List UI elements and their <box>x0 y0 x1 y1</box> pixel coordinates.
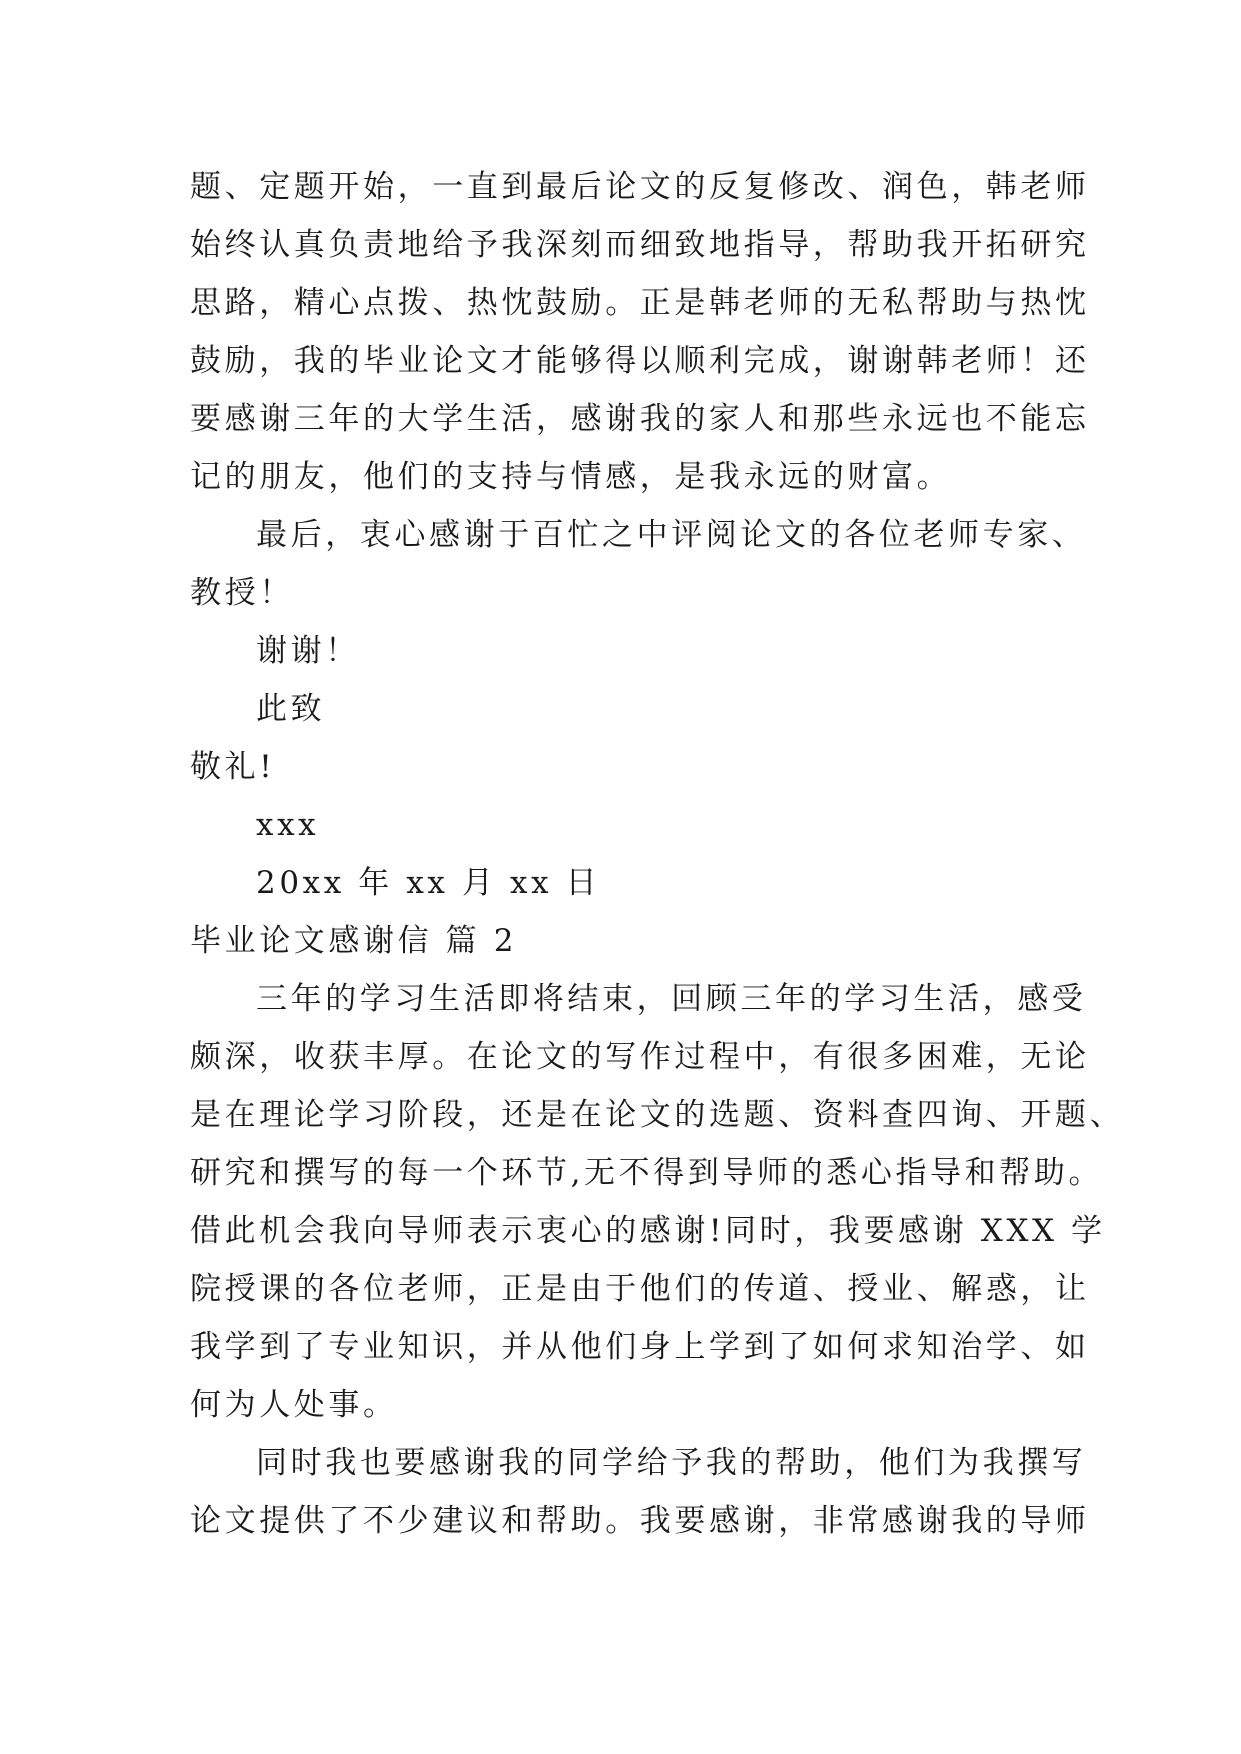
paragraph-3-line-7: 我学到了专业知识，并从他们身上学到了如何求知治学、如 <box>190 1329 1090 1365</box>
salute-line: 敬礼! <box>190 749 276 785</box>
paragraph-3-line-8: 何为人处事。 <box>190 1387 398 1423</box>
paragraph-4-line-1: 同时我也要感谢我的同学给予我的帮助，他们为我撰写 <box>256 1445 1087 1481</box>
date-line: 20xx 年 xx 月 xx 日 <box>256 865 601 901</box>
paragraph-3-line-1: 三年的学习生活即将结束，回顾三年的学习生活，感受 <box>256 981 1087 1017</box>
paragraph-1-line-1: 题、定题开始，一直到最后论文的反复修改、润色，韩老师 <box>190 169 1090 205</box>
paragraph-3-line-3: 是在理论学习阶段，还是在论文的选题、资料查四询、开题、 <box>190 1097 1125 1133</box>
paragraph-3-line-2: 颇深，收获丰厚。在论文的写作过程中，有很多困难，无论 <box>190 1039 1090 1075</box>
paragraph-1-line-4: 鼓励，我的毕业论文才能够得以顺利完成，谢谢韩老师！还 <box>190 343 1090 379</box>
paragraph-1-line-2: 始终认真负责地给予我深刻而细致地指导，帮助我开拓研究 <box>190 227 1090 263</box>
paragraph-2-line-2: 教授！ <box>190 575 294 611</box>
paragraph-4-line-2: 论文提供了不少建议和帮助。我要感谢，非常感谢我的导师 <box>190 1503 1090 1539</box>
section-title: 毕业论文感谢信 篇 2 <box>190 923 518 959</box>
paragraph-2-line-1: 最后，衷心感谢于百忙之中评阅论文的各位老师专家、 <box>256 517 1087 553</box>
paragraph-1-line-6: 记的朋友，他们的支持与情感，是我永远的财富。 <box>190 459 952 495</box>
paragraph-3-line-4: 研究和撰写的每一个环节,无不得到导师的悉心指导和帮助。 <box>190 1155 1104 1191</box>
paragraph-3-line-5: 借此机会我向导师表示衷心的感谢!同时，我要感谢 XXX 学 <box>190 1213 1106 1249</box>
signature-line: xxx <box>256 807 320 843</box>
thanks-line: 谢谢！ <box>256 633 360 669</box>
paragraph-3-line-6: 院授课的各位老师，正是由于他们的传道、授业、解惑，让 <box>190 1271 1090 1307</box>
paragraph-1-line-5: 要感谢三年的大学生活，感谢我的家人和那些永远也不能忘 <box>190 401 1090 437</box>
closing-line: 此致 <box>256 691 326 727</box>
paragraph-1-line-3: 思路，精心点拨、热忱鼓励。正是韩老师的无私帮助与热忱 <box>190 285 1090 321</box>
